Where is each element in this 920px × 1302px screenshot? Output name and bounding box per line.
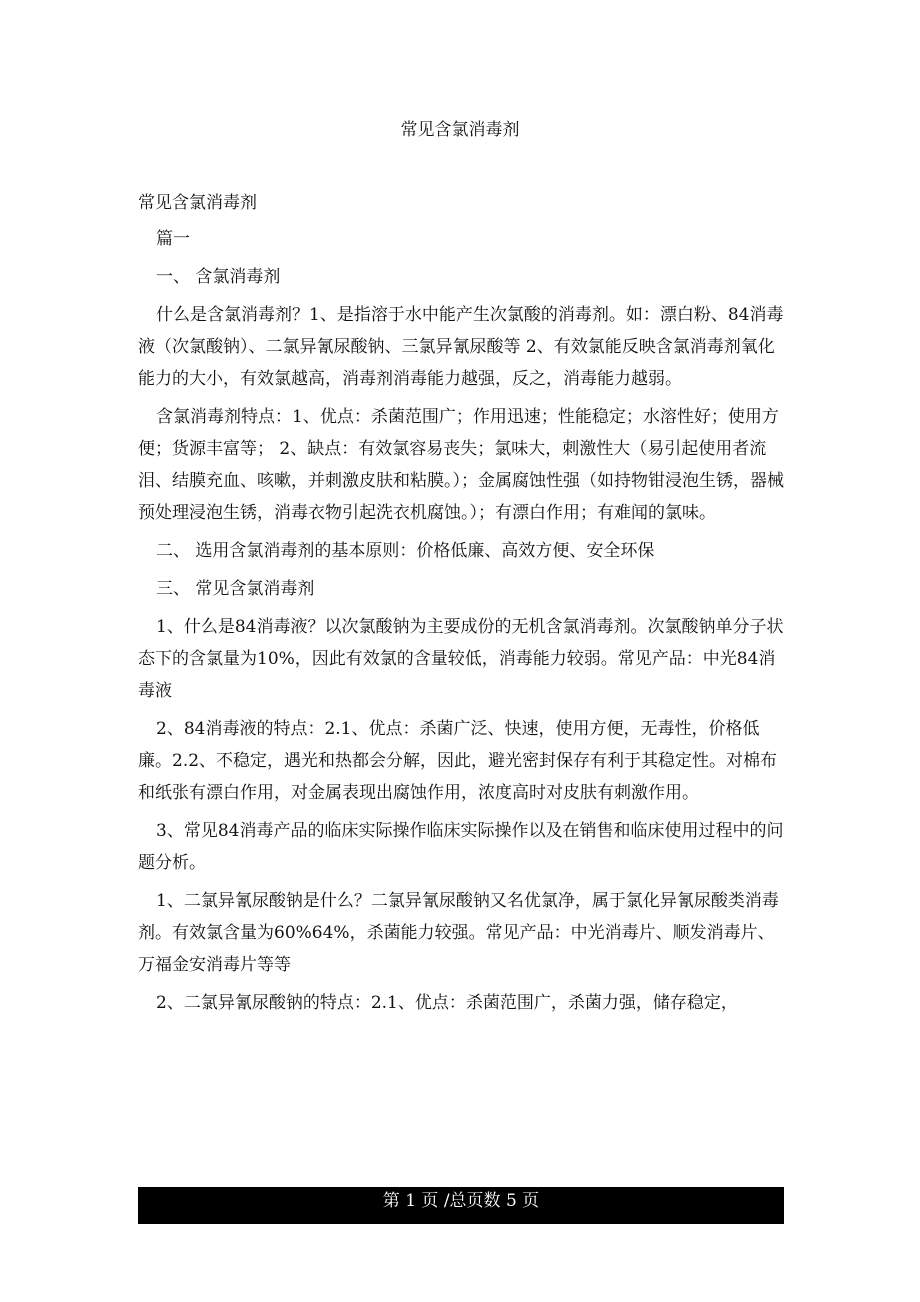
paragraph-section-2: 二、 选用含氯消毒剂的基本原则：价格低廉、高效方便、安全环保 (156, 541, 655, 561)
paragraph-heading: 常见含氯消毒剂 (138, 193, 257, 213)
paragraph-section-3: 三、 常见含氯消毒剂 (156, 579, 315, 599)
page-footer (138, 1187, 784, 1224)
paragraph-dichloro-features: 2、二氯异氰尿酸钠的特点：2.1、优点：杀菌范围广，杀菌力强，储存稳定， (156, 993, 738, 1013)
paragraph-84-definition: 1、什么是84消毒液？以次氯酸钠为主要成份的无机含氯消毒剂。次氯酸钠单分子状态下的含氯量为10%，因此有效氯的含量较低，消毒能力较弱。常见产品：中光84消毒液 (138, 617, 784, 701)
paragraph-definition: 什么是含氯消毒剂？1、是指溶于水中能产生次氯酸的消毒剂。如：漂白粉、84消毒液（次氯酸钠）、二氯异氰尿酸钠、三氯异氰尿酸等 2、有效氯能反映含氯消毒剂氧化能力的大小，有效氯越高，消毒剂消毒能力越强，反之，消毒能力越弱。 (138, 305, 784, 389)
paragraph-part-label: 篇一 (156, 229, 190, 249)
paragraph-84-features: 2、84消毒液的特点：2.1、优点：杀菌广泛、快速，使用方便，无毒性，价格低廉。2.2、不稳定，遇光和热都会分解，因此，避光密封保存有利于其稳定性。对棉布和纸张有漂白作用，对金属表现出腐蚀作用，浓度高时对皮肤有刺激作用。 (138, 719, 778, 803)
paragraph-dichloro-definition: 1、二氯异氰尿酸钠是什么？二氯异氰尿酸钠又名优氯净，属于氯化异氰尿酸类消毒剂。有效氯含量为60%64%，杀菌能力较强。常见产品：中光消毒片、顺发消毒片、万福金安消毒片等等 (138, 891, 779, 975)
page-number-label: 第 1 页 /总页数 5 页 (382, 1191, 540, 1211)
document-body (138, 187, 786, 1025)
paragraph-section-1: 一、 含氯消毒剂 (156, 267, 281, 287)
paragraph-84-products: 3、常见84消毒产品的临床实际操作临床实际操作以及在销售和临床使用过程中的问题分析。 (138, 821, 784, 873)
document-title: 常见含氯消毒剂 (400, 120, 520, 140)
paragraph-features: 含氯消毒剂特点：1、优点：杀菌范围广；作用迅速；性能稳定；水溶性好；使用方便；货源丰富等； 2、缺点：有效氯容易丧失；氯味大，刺激性大（易引起使用者流泪、结膜充血、咳嗽，并刺激皮肤和粘膜。）；金属腐蚀性强（如持物钳浸泡生锈，器械预处理浸泡生锈，消毒衣物引起洗衣机腐蚀。）；有漂白作用；有难闻的氯味。 (138, 407, 784, 523)
